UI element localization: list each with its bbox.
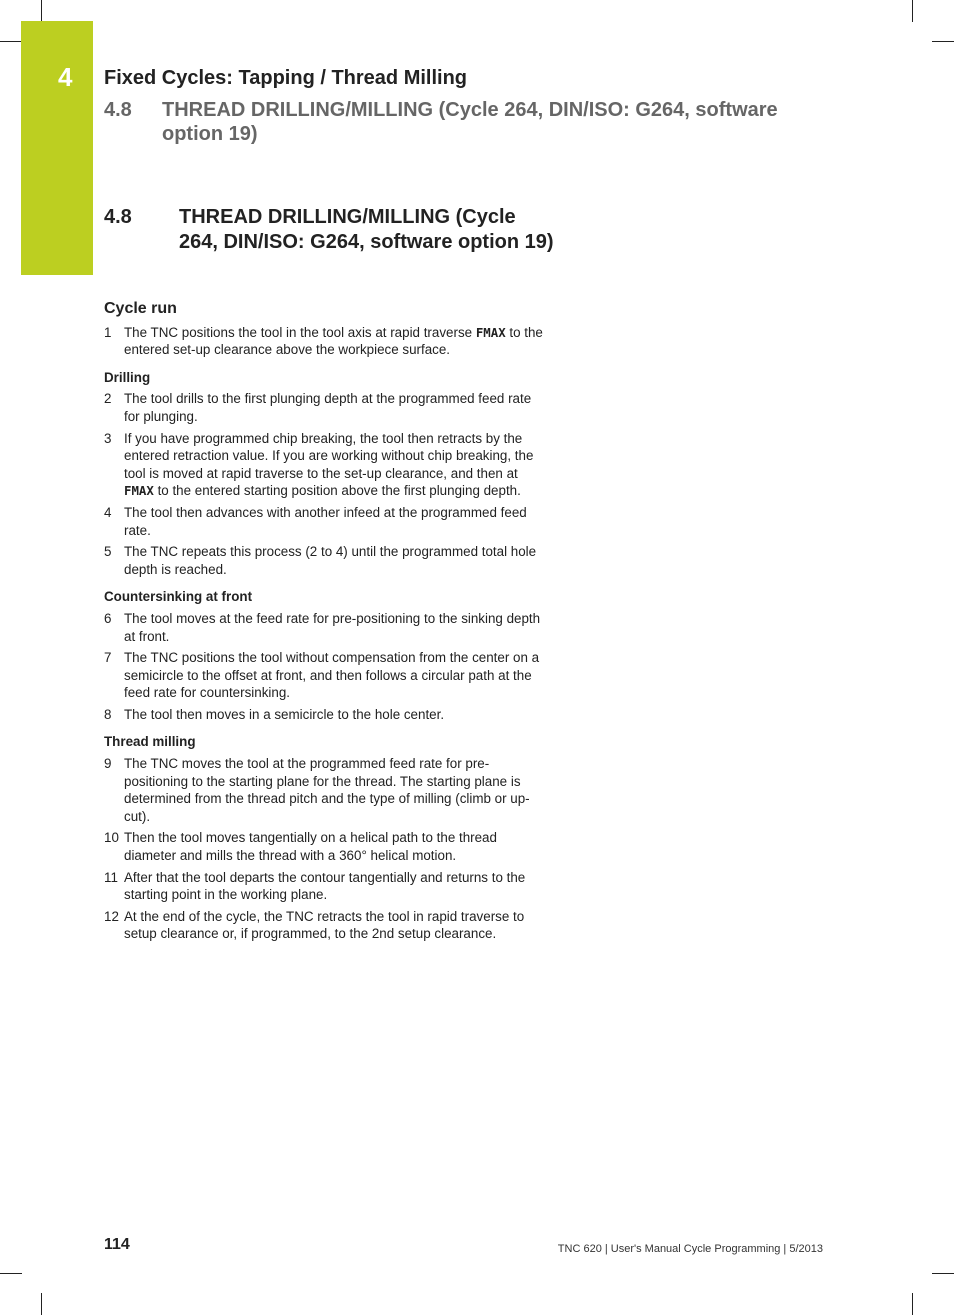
item-text: If you have programmed chip breaking, the tool then retracts by the entered retraction value. If you are working without chip breaking, the tool is moved at rapid traverse to the set-up clearance, and then at bbox=[124, 430, 534, 481]
section-heading bbox=[104, 205, 554, 255]
list-item bbox=[104, 649, 544, 702]
item-text: After that the tool departs the contour tangentially and returns to the starting point in the working plane. bbox=[124, 869, 526, 903]
list-item bbox=[104, 543, 544, 578]
item-text: The TNC repeats this process (2 to 4) until the programmed total hole depth is reached. bbox=[124, 544, 537, 577]
item-number: 2 bbox=[104, 391, 112, 407]
chapter-number: 4 bbox=[58, 62, 73, 92]
section-number: 4.8 bbox=[104, 206, 132, 228]
crop-mark bbox=[41, 0, 42, 22]
item-text: The tool then advances with another infeed at the programmed feed rate. bbox=[124, 504, 527, 538]
item-number: 12 bbox=[104, 908, 119, 924]
item-number: 5 bbox=[104, 544, 112, 560]
keyword-fmax: FMAX bbox=[124, 483, 154, 499]
chapter-title: Fixed Cycles: Tapping / Thread Milling bbox=[104, 67, 468, 89]
list-item bbox=[104, 869, 544, 904]
running-section-number: 4.8 bbox=[104, 99, 132, 121]
item-text: The tool drills to the first plunging depth at the programmed feed rate for plunging. bbox=[124, 391, 532, 424]
item-text: The TNC positions the tool in the tool axis at rapid traverse bbox=[124, 324, 476, 340]
list-item bbox=[104, 755, 544, 825]
crop-mark bbox=[932, 41, 954, 42]
footer-text: TNC 620 | User's Manual Cycle Programming | 5/2013 bbox=[557, 1243, 823, 1255]
keyword-fmax: FMAX bbox=[475, 324, 506, 340]
cycle-run-heading: Cycle run bbox=[104, 300, 177, 317]
countersinking-heading: Countersinking at front bbox=[104, 589, 253, 605]
item-number: 10 bbox=[104, 830, 119, 846]
item-number: 9 bbox=[104, 756, 112, 772]
thread-milling-heading: Thread milling bbox=[104, 734, 196, 750]
item-number: 3 bbox=[104, 430, 112, 446]
main-content bbox=[104, 300, 544, 947]
running-header-section bbox=[104, 98, 824, 146]
crop-mark bbox=[932, 1273, 954, 1274]
crop-mark bbox=[912, 0, 913, 22]
item-number: 7 bbox=[104, 650, 112, 666]
item-text: The tool then moves in a semicircle to the hole center. bbox=[124, 706, 445, 722]
section-title: THREAD DRILLING/MILLING (Cycle 264, DIN/ISO: G264, software option 19) bbox=[179, 206, 554, 253]
item-number: 4 bbox=[104, 504, 112, 520]
crop-mark bbox=[912, 1293, 913, 1315]
item-number: 1 bbox=[104, 324, 112, 340]
list-item bbox=[104, 610, 544, 645]
item-number: 6 bbox=[104, 610, 112, 626]
list-item bbox=[104, 504, 544, 539]
crop-mark bbox=[0, 1273, 22, 1274]
item-text: to the entered starting position above the first plunging depth. bbox=[153, 483, 521, 499]
list-item bbox=[104, 324, 544, 359]
list-item bbox=[104, 908, 544, 943]
running-section-title: THREAD DRILLING/MILLING (Cycle 264, DIN/ISO: G264, software option 19) bbox=[162, 99, 778, 145]
item-text: The tool moves at the feed rate for pre-positioning to the sinking depth at front. bbox=[124, 610, 541, 644]
chapter-tab bbox=[21, 21, 93, 275]
list-item bbox=[104, 390, 544, 425]
item-text: The TNC positions the tool without compensation from the center on a semicircle to the offset at front, and then follows a circular path at the feed rate for countersinking. bbox=[124, 650, 540, 701]
drilling-heading: Drilling bbox=[104, 369, 151, 385]
item-text: The TNC moves the tool at the programmed feed rate for pre-positioning to the starting plane for the thread. The starting plane is determined from the thread pitch and the type of milling (climb or up-cut). bbox=[124, 756, 530, 824]
crop-mark bbox=[0, 41, 22, 42]
list-item bbox=[104, 829, 544, 864]
item-number: 8 bbox=[104, 706, 112, 722]
list-item bbox=[104, 430, 544, 500]
item-text: to the entered set-up clearance above the workpiece surface. bbox=[124, 324, 543, 358]
item-text: At the end of the cycle, the TNC retracts the tool in rapid traverse to setup clearance or, if programmed, to the 2nd setup clearance. bbox=[124, 908, 525, 942]
item-number: 11 bbox=[104, 869, 118, 885]
crop-mark bbox=[41, 1293, 42, 1315]
list-item bbox=[104, 706, 544, 724]
item-text: Then the tool moves tangentially on a helical path to the thread diameter and mills the thread with a 360° helical motion. bbox=[124, 830, 497, 864]
page-number: 114 bbox=[104, 1236, 130, 1253]
